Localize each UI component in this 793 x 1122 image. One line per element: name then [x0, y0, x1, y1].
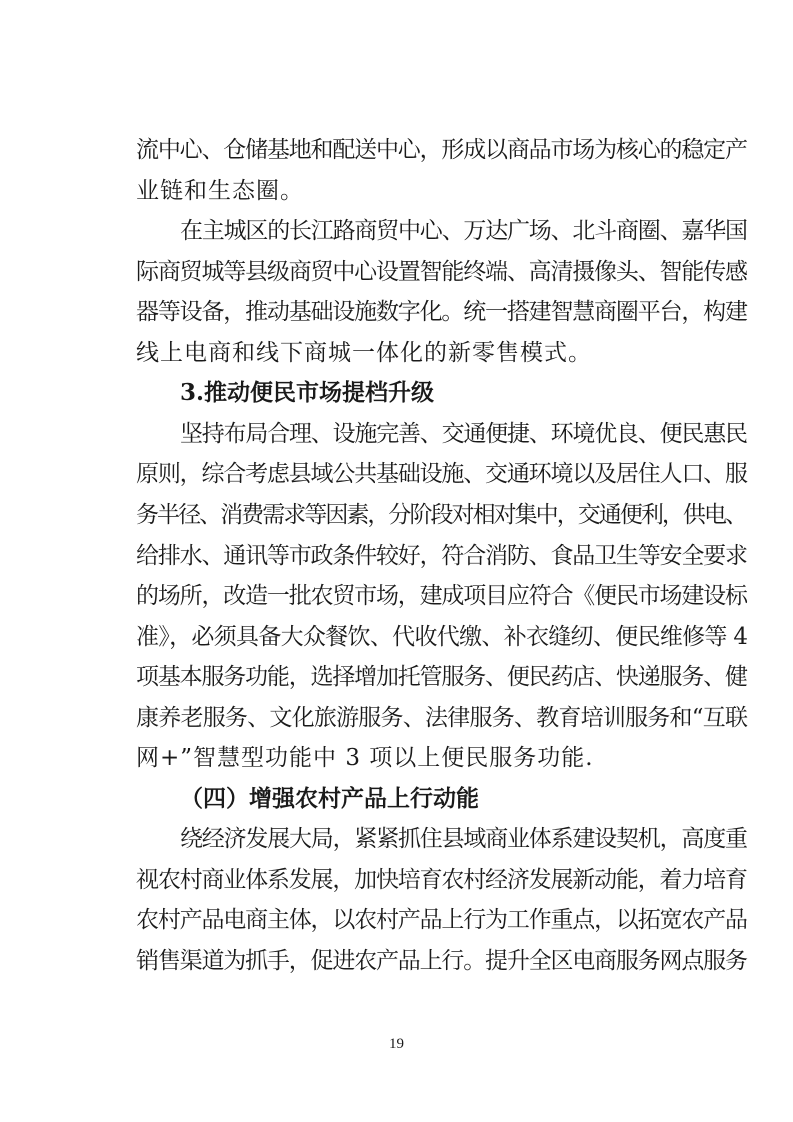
text-line: [0, 900, 793, 940]
text-line-content: 项基本服务功能，选择增加托管服务、便民药店、快递服务、健: [136, 664, 747, 691]
text-line-content: 的场所，改造一批农贸市场，建成项目应符合《便民市场建设标: [136, 583, 747, 610]
text-line: [0, 576, 793, 616]
text-line-content: 业链和生态圈。: [136, 177, 304, 204]
text-line: [0, 414, 793, 454]
text-line-content: 流中心、仓储基地和配送中心，形成以商品市场为核心的稳定产: [136, 137, 747, 163]
text-line-content: 给排水、通讯等市政条件较好，符合消防、食品卫生等安全要求: [136, 542, 747, 569]
text-line-content: 在主城区的长江路商贸中心、万达广场、北斗商圈、嘉华国: [180, 218, 747, 245]
text-line-content: 际商贸城等县级商贸中心设置智能终端、高清摄像头、智能传感: [136, 258, 747, 285]
text-line-content: 坚持布局合理、设施完善、交通便捷、环境优良、便民惠民: [180, 420, 747, 447]
text-line: [0, 698, 793, 738]
text-line-content: （四）增强农村产品上行动能: [180, 784, 479, 812]
section-heading: [0, 779, 793, 819]
text-line: [0, 738, 793, 778]
text-line-content: 销售渠道为抓手，促进农产品上行。提升全区电商服务网点服务: [136, 948, 747, 974]
text-line: [0, 495, 793, 535]
text-line: [0, 211, 793, 251]
text-line-content: 网+”智慧型功能中 3 项以上便民服务功能.: [136, 745, 594, 772]
text-line-content: 绕经济发展大局，紧紧抓住县域商业体系建设契机，高度重: [180, 826, 747, 853]
text-line: [0, 657, 793, 697]
text-line: [0, 536, 793, 576]
text-line-content: 器等设备，推动基础设施数字化。统一搭建智慧商圈平台，构建: [136, 299, 747, 326]
text-line: [0, 819, 793, 859]
page-number: 19: [389, 1036, 404, 1052]
text-line-content: 原则，综合考虑县域公共基础设施、交通环境以及居住人口、服: [136, 461, 747, 488]
text-line-content: 务半径、消费需求等因素，分阶段对相对集中，交通便利，供电、: [136, 501, 747, 528]
text-line-content: 准》，必须具备大众餐饮、代收代缴、补衣缝纫、便民维修等 4: [136, 623, 748, 650]
text-line-content: 线上电商和线下商城一体化的新零售模式。: [136, 339, 592, 366]
text-line: [0, 617, 793, 657]
section-heading: [0, 373, 793, 413]
text-line-content: 3.推动便民市场提档升级: [180, 379, 435, 407]
text-line: [0, 292, 793, 332]
text-line: [0, 333, 793, 373]
text-line: [0, 454, 793, 494]
text-line: [0, 941, 793, 981]
text-line: [0, 130, 793, 170]
text-line: [0, 252, 793, 292]
text-line-content: 视农村商业体系发展，加快培育农村经济发展新动能，着力培育: [136, 866, 747, 893]
text-line: [0, 171, 793, 211]
text-line: [0, 860, 793, 900]
text-line-content: 农村产品电商主体，以农村产品上行为工作重点，以拓宽农产品: [136, 907, 747, 934]
text-line-content: 康养老服务、文化旅游服务、法律服务、教育培训服务和“互联: [136, 704, 748, 731]
